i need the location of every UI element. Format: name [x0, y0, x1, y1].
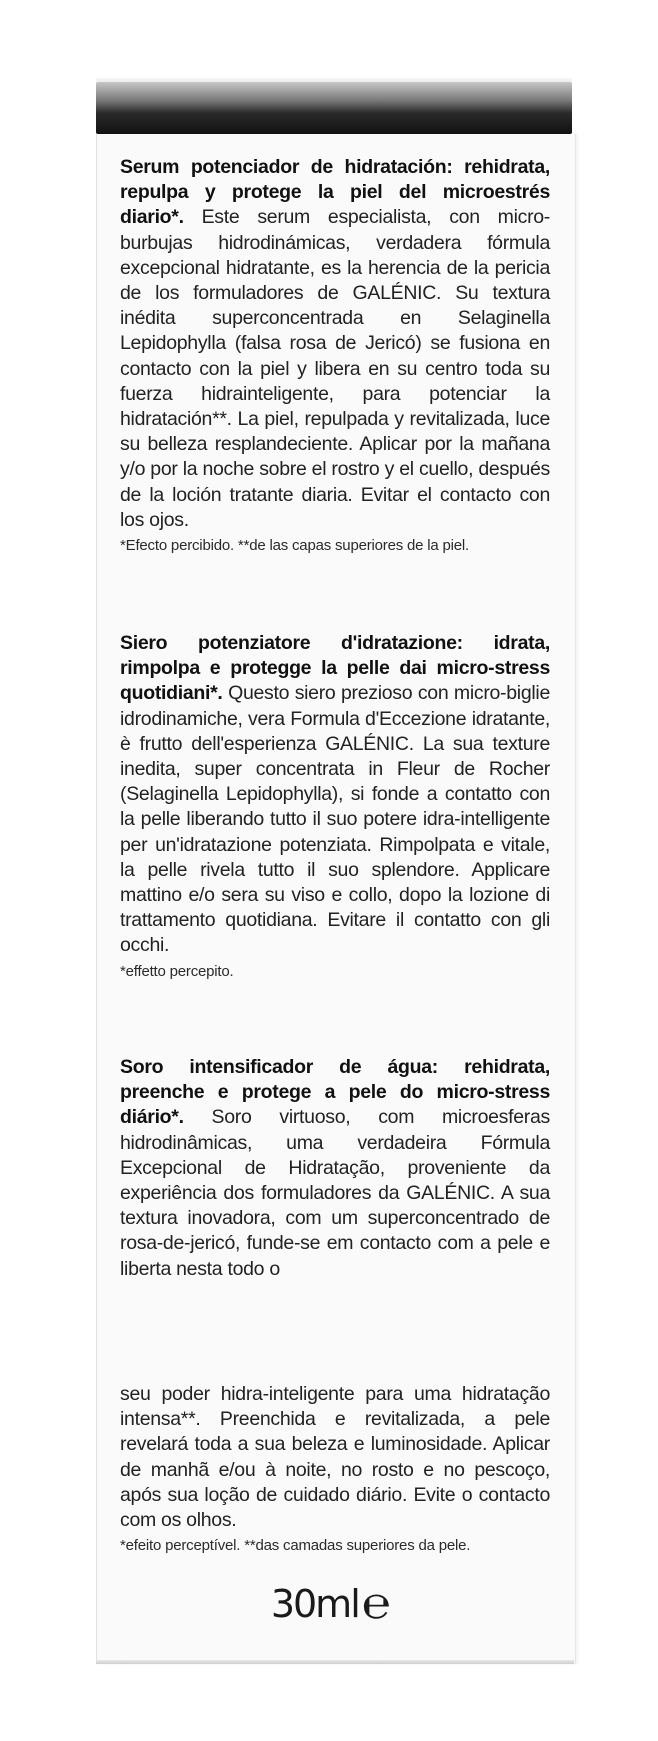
- portuguese-description: [120, 1055, 550, 1282]
- portuguese-body-continued: seu poder hidra-inteligente para uma hidratação intensa**. Preenchida e revitalizada, a pele revelará toda a sua beleza e luminosidade. Aplicar de manhã e/ou à noite, no rosto e no pescoço, após sua loção de cuidado diário. Evite o contacto com os olhos.: [120, 1383, 550, 1532]
- portuguese-description-continued: [120, 1382, 550, 1557]
- volume-label: 30ml: [270, 1582, 359, 1626]
- box-top-dark-band: [96, 82, 572, 134]
- spanish-heading: Serum potenciador de hidratación: rehidrata, repulpa y protege la piel del microestrés diario*.: [120, 156, 550, 229]
- volume-indicator: [0, 1578, 658, 1629]
- portuguese-body: Soro virtuoso, com microesferas hidrodinâmicas, uma verdadeira Fórmula Excepcional de Hidratação, proveniente da experiência dos formuladores da GALÉNIC. A sua textura inovadora, com um superconcentrado de rosa-de-jericó, funde-se em contacto com a pele e liberta nesta todo o: [120, 1106, 550, 1280]
- italian-heading: Siero potenziatore d'idratazione: idrata, rimpolpa e protegge la pelle dai micro-stress quotidiani*.: [120, 632, 550, 705]
- portuguese-footnote: *efeito perceptível. **das camadas superiores da pele.: [120, 1537, 471, 1555]
- estimated-sign-icon: ℮: [361, 1578, 389, 1629]
- box-bottom-edge: [96, 1660, 574, 1664]
- spanish-body: Este serum especialista, con micro-burbujas hidrodinámicas, verdadera fórmula excepcional hidratante, es la herencia de la pericia de los formuladores de GALÉNIC. Su textura inédita superconcentrada en Selaginella Lepidophylla (falsa rosa de Jericó) se fusiona en contacto con la piel y libera en su centro toda su fuerza hidrainteligente, para potenciar la hidratación**. La piel, repulpada y revitalizada, luce su belleza resplandeciente. Aplicar por la mañana y/o por la noche sobre el rostro y el cuello, después de la loción tratante diaria. Evitar el contacto con los ojos.: [120, 206, 550, 531]
- italian-body: Questo siero prezioso con micro-biglie idrodinamiche, vera Formula d'Eccezione idratante, è frutto dell'esperienza GALÉNIC. La sua texture inedita, super concentrata in Fleur de Rocher (Selaginella Lepidophylla), si fonde a contatto con la pelle liberando tutto il suo potere idra-intelligente per un'idratazione potenziata. Rimpolpata e vitale, la pelle rivela tutto il suo splendore. Applicare mattino e/o sera su viso e collo, dopo la lozione di trattamento quotidiana. Evitare il contatto con gli occhi.: [120, 682, 550, 957]
- spanish-footnote: *Efecto percibido. **de las capas superiores de la piel.: [120, 537, 470, 555]
- spanish-description: [120, 155, 550, 557]
- italian-footnote: *effetto percepito.: [120, 962, 234, 980]
- portuguese-heading: Soro intensificador de água: rehidrata, preenche e protege a pele do micro-stress diário*.: [120, 1056, 550, 1129]
- italian-description: [120, 631, 550, 983]
